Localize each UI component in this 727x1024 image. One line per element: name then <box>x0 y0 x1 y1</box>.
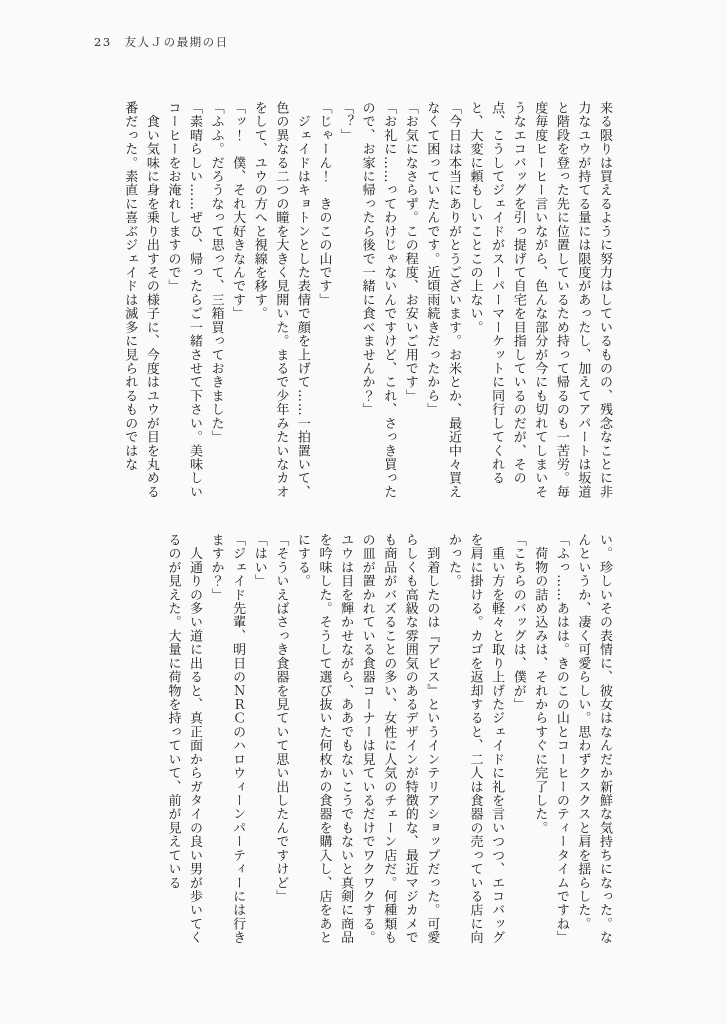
paragraph: 食い気味に身を乗り出すその様子に、今度はユウが目を丸める番だった。素直に喜ぶジェイドは滅多に見られるものではな <box>122 101 159 499</box>
paragraph: 「ふふ。だろうなって思って、三箱買っておきました」 <box>208 101 224 444</box>
paragraph: 「お礼に……ってわけじゃないんですけど、これ、さっき買ったので、お家に帰ったら後で一緒に食べませんか？」 <box>359 101 397 499</box>
paragraph: 「はい」 <box>251 533 267 588</box>
paragraph: 到着したのは『アビス』というインテリアショップだった。可愛らしくも高級な雰囲気のあるデザインが特徴的な、最近マジカメでも商品がバズることの多い、女性に人気のチェーン店だ。何種類もの皿が置かれている食器コーナーは見ているだけでワクワクする。ユウは目を輝かせながら、ああでもないこうでもないと真剣に商品を吟味した。そうして選び抜いた何枚かの食器を購入し、店をあとにする。 <box>294 533 440 945</box>
paragraph: 「そういえばさっき食器を見ていて思い出したんですけど」 <box>273 533 289 904</box>
paragraph: 「？」 <box>338 101 354 143</box>
paragraph: 来る限りは買えるように努力はしているものの、残念なことに非力なユウが持てる量には限度があったし、加えてアパートは坂道と階段を登った先に位置しているため持って帰るのも一苦労。毎度毎度ヒーヒー言いながら、色んな部分が今にも切れてしまいそうなエコバッグを引っ提げて自宅を目指しているのだが、その点、こうしてジェイドがスーパーマーケットに同行してくれると、大変に頼もしいことこの上ない。 <box>467 101 612 499</box>
paragraph: い。珍しいその表情に、彼女はなんだか新鮮な気持ちになった。なんというか、凄く可愛らしい。思わずクスクスと肩を揺らした。 <box>575 533 612 945</box>
paragraph: 「お気になさらず。この程度、お安いご用です」 <box>402 101 418 403</box>
paragraph: 「こちらのバッグは、僕が」 <box>510 533 526 712</box>
page-title: 友人Ｊの最期の日 <box>124 35 229 49</box>
paragraph: 「素晴らしい……ぜひ、帰ったらご一緒させて下さい。美味しいコーヒーをお淹れしますので」 <box>165 101 203 499</box>
paragraph: 「ッ！ 僕、それ大好きなんです」 <box>230 101 246 321</box>
paragraph: 重い方を軽々と取り上げたジェイドに礼を言いつつ、エコバッグを肩に掛ける。カゴを返却すると、二人は食器の売っている店に向かった。 <box>445 533 505 945</box>
page-number: 23 <box>94 35 112 49</box>
paragraph: 荷物の詰め込みは、それからすぐに完了した。 <box>532 533 548 835</box>
paragraph: 「ジェイド先輩、明日のＮＲＣのハロウィーンパーティーには行きますか？」 <box>208 533 246 945</box>
paragraph: 「今日は本当にありがとうございます。お米とか、最近中々買えなくて困っていたんです。近頃雨続きだったから」 <box>424 101 461 499</box>
page-header <box>94 34 229 50</box>
lower-text-block <box>162 533 615 957</box>
paragraph: 「じゃーん！ きのこの山です」 <box>316 101 332 307</box>
paragraph: ジェイドはキョトンとした表情で顔を上げて……一拍置いて、色の異なる二つの瞳を大きく見開いた。まるで少年みたいなカオをして、ユウの方へと視線を移す。 <box>251 101 310 499</box>
paragraph: 「ふっ……あはは。きのこの山とコーヒーのティータイムですね」 <box>553 533 569 945</box>
upper-text-block <box>119 101 615 505</box>
paragraph: 人通りの多い道に出ると、真正面からガタイの良い男が歩いてくるのが見えた。大量に荷物を持っていて、前が見えている <box>165 533 203 945</box>
